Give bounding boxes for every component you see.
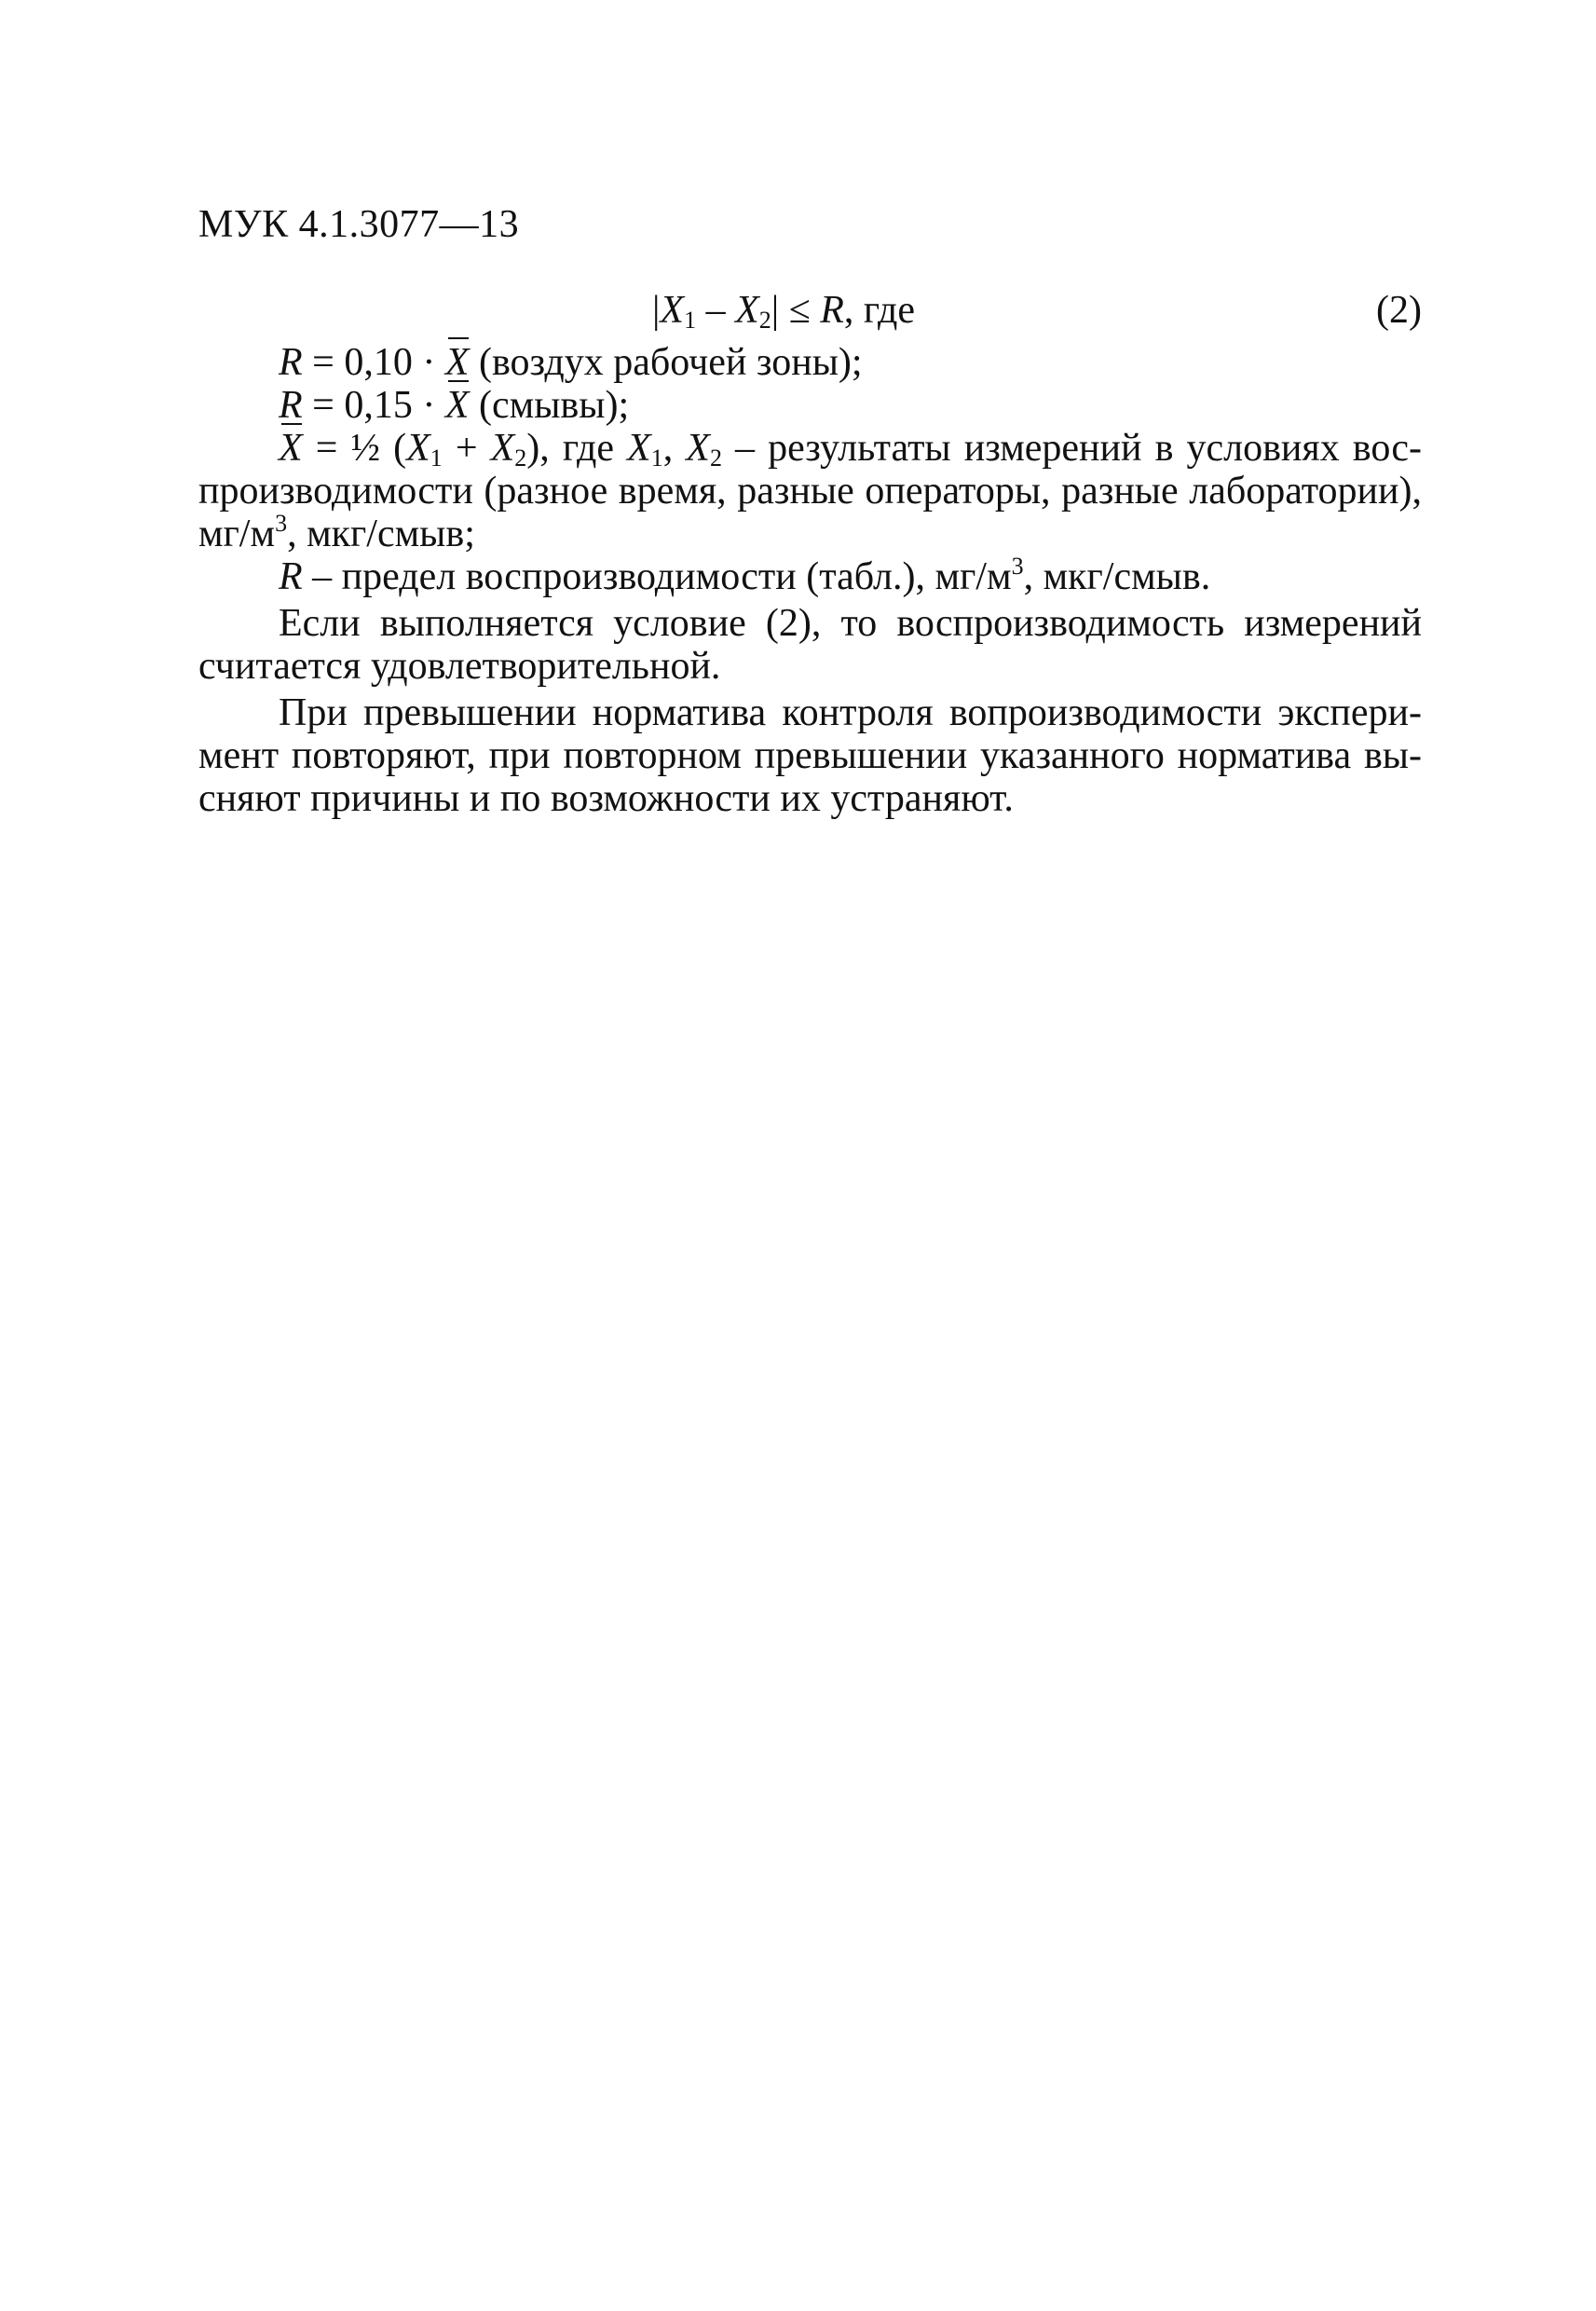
- r-air-multiplier: = 0,10 ·: [302, 341, 445, 384]
- mean-result-comma: ,: [662, 427, 687, 470]
- mean-result-x1-subscript: 1: [650, 444, 663, 472]
- formula-minus: –: [696, 289, 736, 332]
- mean-x1-subscript: 1: [430, 444, 443, 472]
- mean-x-symbol: X: [444, 341, 470, 384]
- paragraph-excess-line-3: сняют причины и по возможности их устраняют.: [198, 777, 1014, 820]
- mean-result-text: – результаты измерений в условиях вос-: [721, 427, 1423, 470]
- formula-x1: X: [660, 289, 685, 332]
- r-wash-symbol: R: [279, 384, 303, 427]
- mean-definition-line-1: [198, 427, 1422, 470]
- formula-tail: , где: [843, 289, 916, 332]
- mean-unit-end: , мкг/смыв;: [287, 513, 475, 555]
- r-air-description: (воздух рабочей зоны);: [469, 341, 863, 384]
- mean-equation-start: = ½ (: [302, 427, 407, 470]
- r-air-symbol: R: [279, 341, 303, 384]
- mean-x-symbol: X: [444, 384, 470, 427]
- mean-unit-start: мг/м: [198, 513, 276, 555]
- r-wash-multiplier: = 0,15 ·: [302, 384, 445, 427]
- paragraph-excess-line-2: мент повторяют, при повторном превышении указанного норматива вы-: [198, 734, 1422, 777]
- mean-x1: X: [406, 427, 430, 470]
- formula-x1-subscript: 1: [684, 307, 697, 334]
- document-content: [198, 289, 1422, 820]
- formula-2-line: [198, 289, 1422, 337]
- formula-r: R: [820, 289, 844, 332]
- limit-definition-line: [198, 555, 1422, 598]
- mean-definition-line-3: [198, 510, 1422, 555]
- r-wash-line: [198, 384, 1422, 427]
- limit-definition-start: – предел воспроизводимости (табл.), мг/м: [302, 555, 1012, 598]
- formula-condition: | ≤: [771, 289, 821, 332]
- limit-r-symbol: R: [279, 555, 303, 598]
- paragraph-condition-line-2: считается удовлетворительной.: [198, 645, 721, 688]
- mean-x-definition-symbol: X: [279, 427, 303, 470]
- mean-definition-line-2: производимости (разное время, разные операторы, разные лаборатории),: [198, 470, 1422, 513]
- mean-result-x1: X: [627, 427, 651, 470]
- formula-2: [652, 289, 915, 332]
- mean-plus: +: [442, 427, 491, 470]
- paragraph-condition-line-1: Если выполняется условие (2), то воспроизводимость измерений: [279, 602, 1422, 645]
- mean-result-x2-subscript: 2: [709, 444, 722, 472]
- limit-definition-end: , мкг/смыв.: [1023, 555, 1211, 598]
- limit-unit-exponent: 3: [1011, 553, 1024, 580]
- mean-x2-subscript: 2: [514, 444, 527, 472]
- formula-open-bar: |: [652, 289, 661, 332]
- r-wash-description: (смывы);: [469, 384, 630, 427]
- r-air-line: [198, 341, 1422, 384]
- paragraph-excess-line-1: При превышении норматива контроля вопроизводимости экспери-: [279, 691, 1422, 734]
- mean-result-x2: X: [686, 427, 710, 470]
- formula-number: (2): [1376, 289, 1422, 332]
- mean-where: ), где: [526, 427, 628, 470]
- document-header: МУК 4.1.3077—13: [198, 203, 520, 246]
- formula-x2: X: [735, 289, 759, 332]
- formula-x2-subscript: 2: [758, 307, 771, 334]
- mean-unit-exponent: 3: [275, 510, 288, 537]
- mean-x2: X: [490, 427, 515, 470]
